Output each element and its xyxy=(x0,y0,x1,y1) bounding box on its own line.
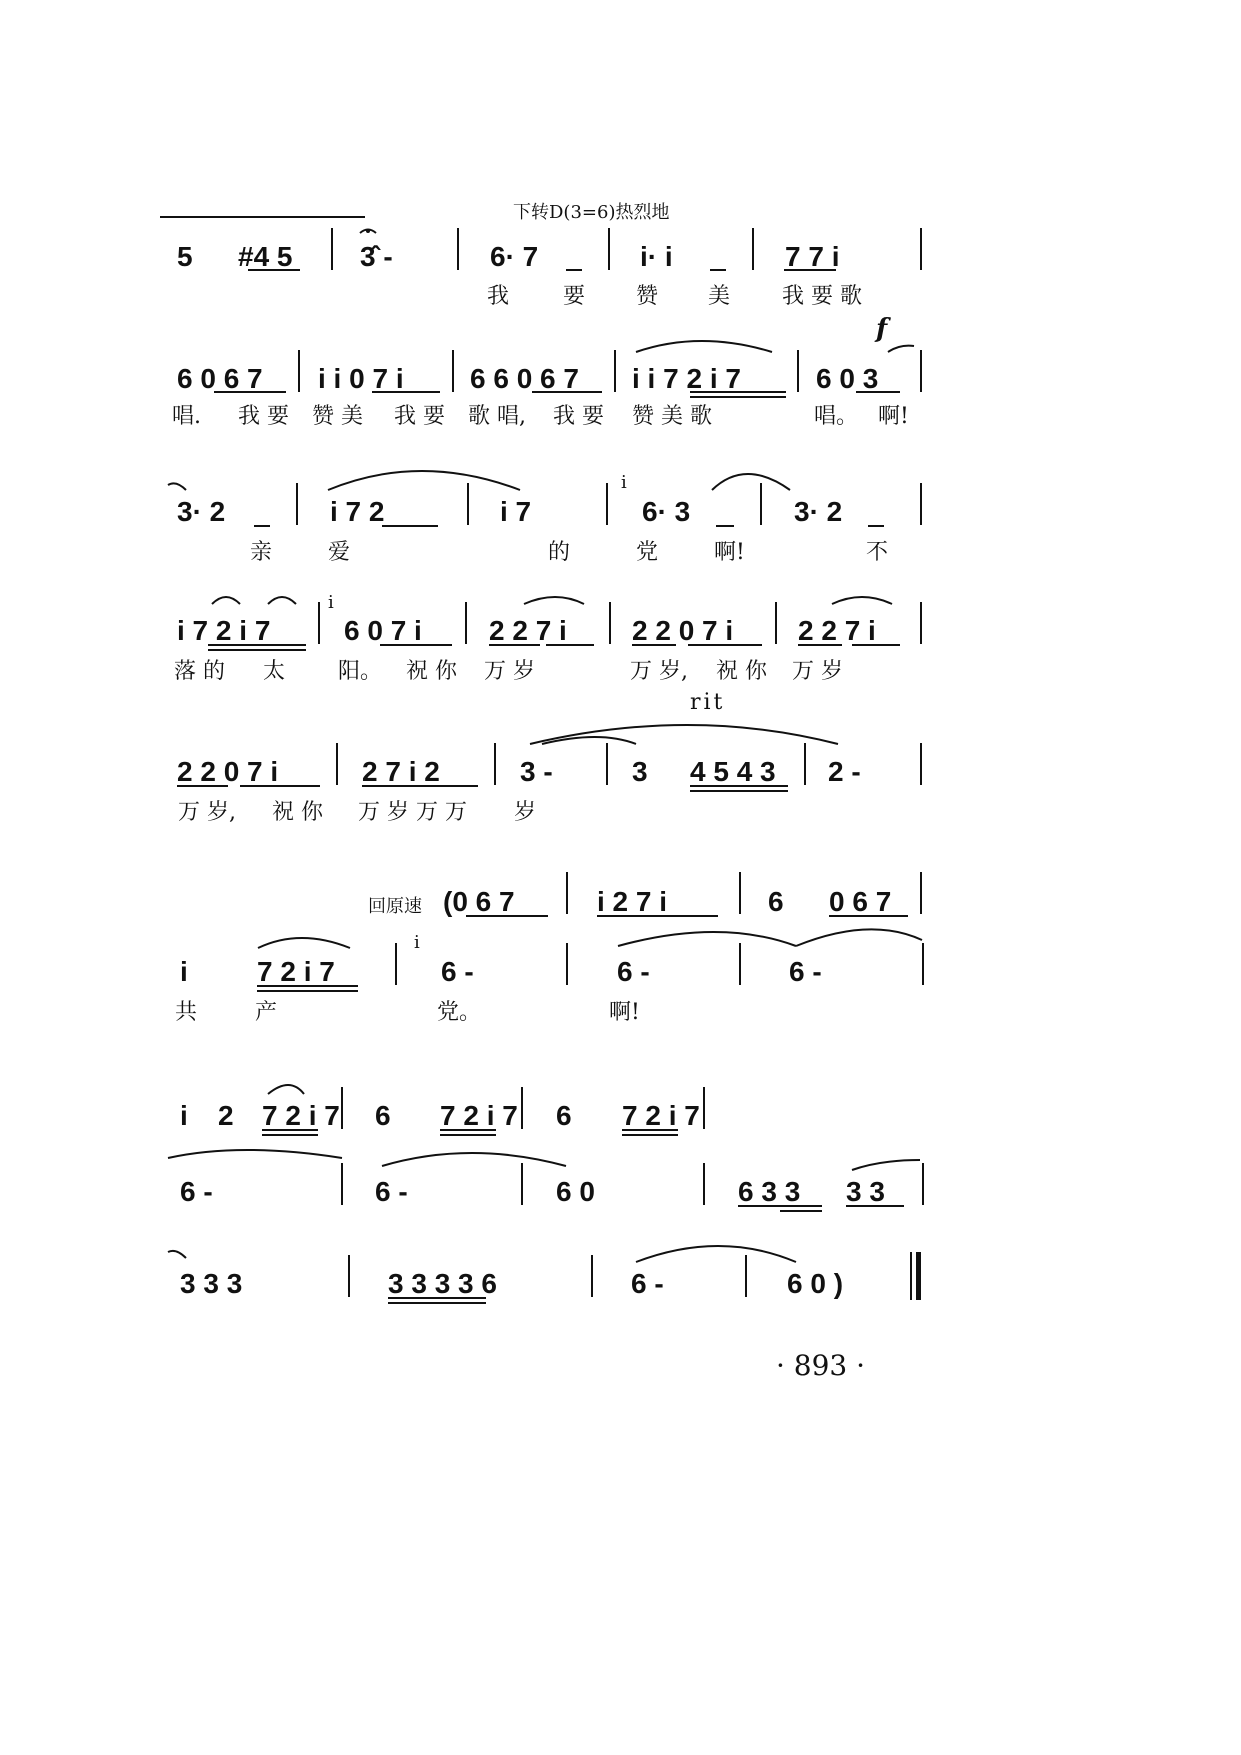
note-group: 6· 7 xyxy=(490,241,539,272)
note-group: i 7 2 xyxy=(330,496,385,527)
lyric: 我 xyxy=(487,284,510,309)
note-group: 3̂ - xyxy=(360,241,393,272)
note-group: i 2 7 i xyxy=(597,886,668,917)
note-group: i i 0 7 i xyxy=(318,363,404,394)
slur xyxy=(268,1085,304,1094)
slur xyxy=(524,597,584,604)
note-group: 3 3 3 xyxy=(180,1268,243,1299)
lyric: 啊! xyxy=(714,540,745,565)
lyric: 党。 xyxy=(437,1000,482,1025)
lyric: 美 xyxy=(708,284,731,309)
lyric: 太 xyxy=(263,659,286,684)
slur xyxy=(258,938,350,948)
note-group: 2 7 i 2 xyxy=(362,756,440,787)
lyric: 我 要 歌 xyxy=(782,284,862,309)
tie xyxy=(168,483,186,490)
note-group: 2 2 0 7 i xyxy=(177,756,279,787)
note-group: 6 - xyxy=(631,1268,664,1299)
lyric: 万 岁 万 万 xyxy=(358,800,467,825)
note-group: 6 xyxy=(768,886,784,917)
note-group: 7 2 i 7 xyxy=(622,1100,700,1131)
note-group: i 7 2 i 7 xyxy=(177,615,271,646)
slur xyxy=(168,1150,342,1158)
lyric: 的 xyxy=(548,540,571,565)
lyric: 万 岁 xyxy=(484,659,535,684)
grace-note: i xyxy=(621,472,627,493)
slur xyxy=(712,474,790,490)
note-group: i· i xyxy=(640,241,673,272)
lyric: 啊! xyxy=(878,404,909,429)
ritardando-marking: rit xyxy=(690,690,726,715)
lyric: 唱。 xyxy=(814,404,859,429)
note-group: 7 2 i 7 xyxy=(262,1100,340,1131)
note-group: 6 - xyxy=(441,956,474,987)
note-group: 2 xyxy=(218,1100,234,1131)
note-group: 6 0 xyxy=(556,1176,595,1207)
fermata-dot xyxy=(366,229,370,233)
note-group: 3 3 xyxy=(846,1176,885,1207)
grace-note: i xyxy=(414,932,420,953)
lyric: 阳。 xyxy=(338,659,383,684)
lyric: 要 xyxy=(563,284,586,309)
slur xyxy=(212,597,240,604)
lyric: 赞 美 xyxy=(312,404,363,429)
lyric: 歌 唱, xyxy=(468,404,526,429)
slur xyxy=(636,341,772,352)
note-group: 6 0 3 xyxy=(816,363,879,394)
lyric: 产 xyxy=(255,1000,278,1025)
note-group: 6 xyxy=(556,1100,572,1131)
lyric: 我 要 xyxy=(394,404,445,429)
note-group: 0 6 7 xyxy=(829,886,892,917)
note-group: 2 - xyxy=(828,756,861,787)
note-group: 6 xyxy=(375,1100,391,1131)
note-group: 2 2 0 7 i xyxy=(632,615,734,646)
slur xyxy=(382,1153,566,1166)
lyric: 祝 你 xyxy=(716,659,767,684)
note-group: 6 0 6 7 xyxy=(177,363,263,394)
lyric: 赞 美 歌 xyxy=(632,404,712,429)
note-group: 7 7 i xyxy=(785,241,840,272)
note-group: 3· 2 xyxy=(177,496,226,527)
note-group: (0 6 7 xyxy=(443,886,515,917)
page-number: · 893 · xyxy=(776,1349,866,1382)
note-group: 6 6 0 6 7 xyxy=(470,363,579,394)
slur xyxy=(618,932,796,946)
lyric: 共 xyxy=(175,1000,198,1025)
note-group: 4 5 4 3 xyxy=(690,756,776,787)
note-group: i xyxy=(180,956,188,987)
note-group: 5 xyxy=(177,241,193,272)
note-group: 3 xyxy=(632,756,648,787)
note-group: 3· 2 xyxy=(794,496,843,527)
lyric: 岁 xyxy=(514,800,537,825)
lyric: 祝 你 xyxy=(272,800,323,825)
note-group: 2 2 7 i xyxy=(798,615,876,646)
note-group: 6· 3 xyxy=(642,496,691,527)
dynamic-forte: f xyxy=(876,314,888,344)
lyric: 万 岁, xyxy=(178,800,236,825)
note-group: 7 2 i 7 xyxy=(440,1100,518,1131)
note-group: 3 - xyxy=(520,756,553,787)
slur xyxy=(636,1246,796,1262)
lyric: 我 要 xyxy=(238,404,289,429)
lyric: 祝 你 xyxy=(406,659,457,684)
slur xyxy=(796,929,922,946)
note-group: 2 2 7 i xyxy=(489,615,567,646)
note-group: 6 - xyxy=(789,956,822,987)
lyric: 落 的 xyxy=(174,659,225,684)
tempo-marking: 回原速 xyxy=(368,896,422,917)
note-group: 6 3 3 xyxy=(738,1176,801,1207)
note-group: 6 - xyxy=(617,956,650,987)
slur xyxy=(852,1160,920,1170)
lyric: 亲 xyxy=(250,540,273,565)
grace-note: i xyxy=(328,592,334,613)
note-group: 6 0 7 i xyxy=(344,615,422,646)
key-change-marking: 下转D(3=6)热烈地 xyxy=(513,202,670,223)
note-group: i xyxy=(180,1100,188,1131)
lyric: 爱 xyxy=(328,540,351,565)
lyric: 我 要 xyxy=(553,404,604,429)
lyric: 赞 xyxy=(636,284,659,309)
note-group: i 7 xyxy=(500,496,532,527)
note-group: #4 5 xyxy=(238,241,293,272)
slur xyxy=(328,471,520,490)
slur xyxy=(530,725,838,744)
slur xyxy=(832,597,892,604)
note-group: 7 2 i 7 xyxy=(257,956,335,987)
lyric: 啊! xyxy=(609,1000,640,1025)
lyric: 万 岁, xyxy=(630,659,688,684)
tie xyxy=(168,1251,186,1258)
note-group: 6 - xyxy=(180,1176,213,1207)
note-group: 3 3 3 3 6 xyxy=(388,1268,497,1299)
lyric: 党 xyxy=(636,540,659,565)
lyric: 不 xyxy=(866,540,889,565)
tie xyxy=(888,346,914,352)
slur xyxy=(268,597,296,604)
note-group: 6 - xyxy=(375,1176,408,1207)
lyric: 唱. xyxy=(172,404,201,429)
lyric: 万 岁 xyxy=(792,659,843,684)
note-group: 6 0 ) xyxy=(787,1268,844,1299)
note-group: i i 7 2 i 7 xyxy=(632,363,741,394)
